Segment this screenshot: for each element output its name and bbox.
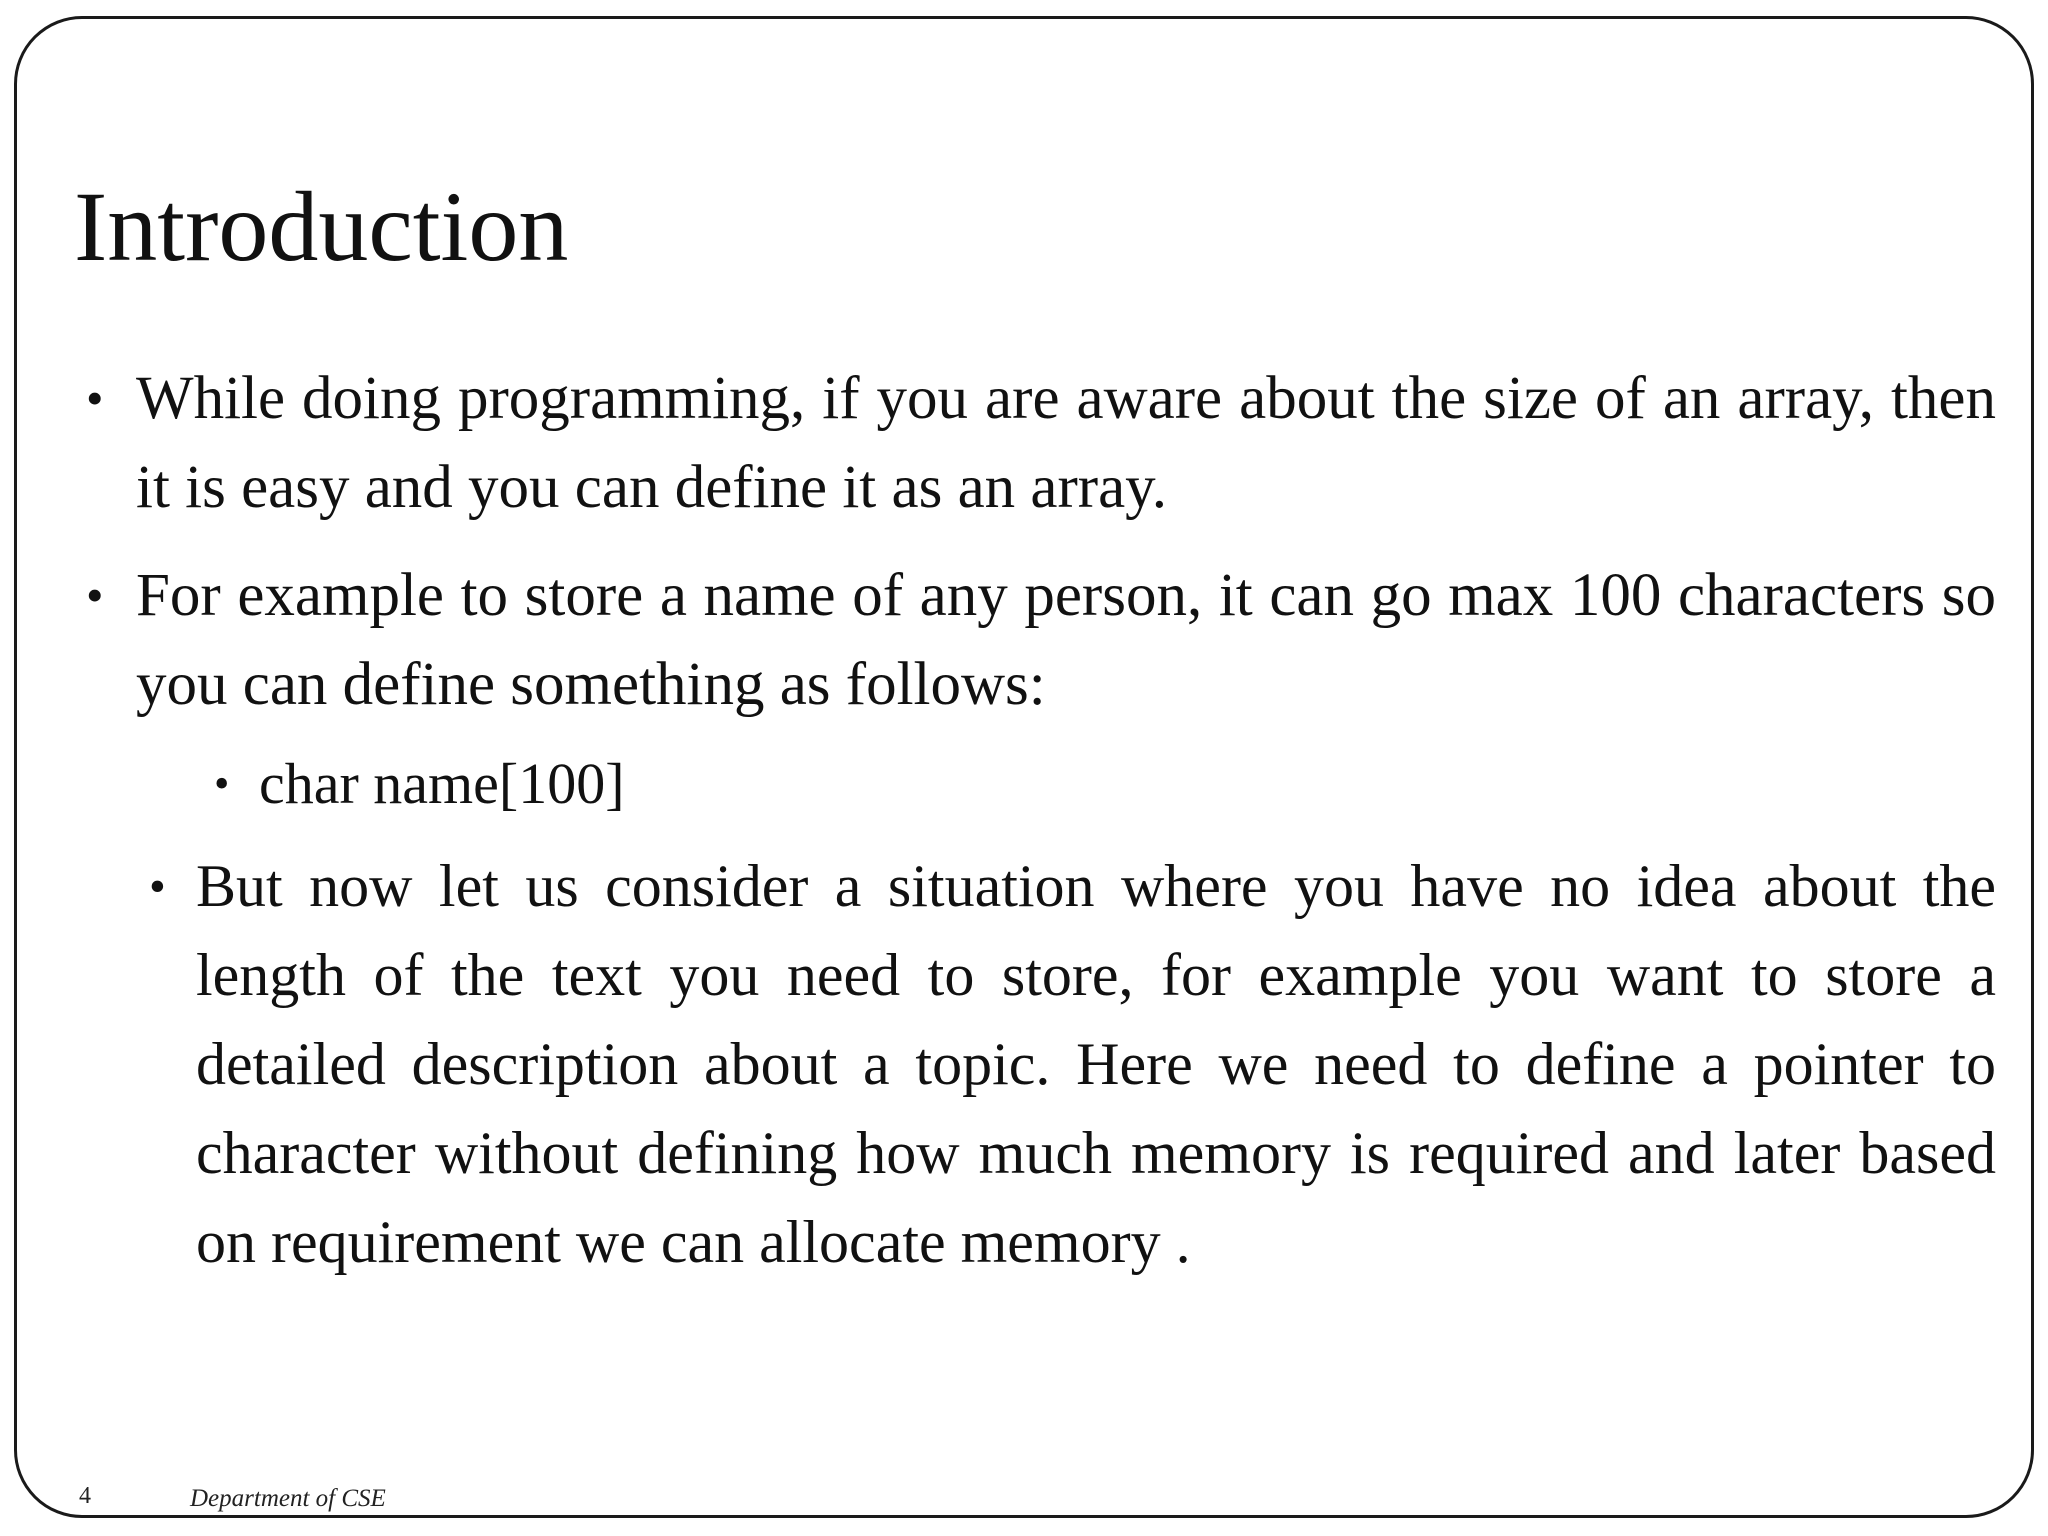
bullet-marker: • [214,759,230,808]
sub-bullet-item [214,744,1959,824]
bullet-item [86,354,1996,532]
bullet-text: But now let us consider a situation where you have no idea about the length of the text you need to store, for example you want to store a detailed description about a topic. Here we need to define a pointer to character without defining how much memory is required and later based on requirement we can allocate memory . [196,853,1996,1275]
bullet-item [86,551,1996,729]
bullet-marker: • [149,860,166,913]
slide-number: 4 [79,1483,91,1509]
footer-text: Department of CSE [190,1485,386,1512]
bullet-marker: • [86,567,104,623]
bullet-text: While doing programming, if you are aware about the size of an array, then it is easy and you can define it as an array. [136,365,1996,521]
code-example-text: char name[100] [259,751,625,816]
bullet-text: For example to store a name of any person, it can go max 100 characters so you can define something as follows: [136,562,1996,718]
bullet-marker: • [86,370,104,426]
slide [14,16,2034,1518]
bullet-item [149,842,1996,1287]
slide-title: Introduction [74,171,569,282]
